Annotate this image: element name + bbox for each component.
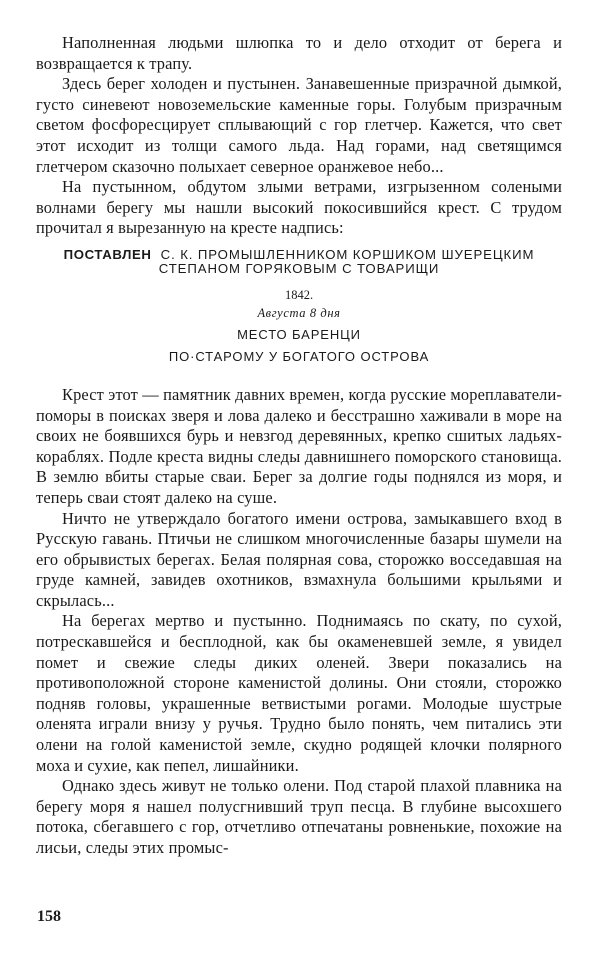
- paragraph-island-birds: Ничто не утверждало богатого имени острова, замыкавшего вход в Русскую гавань. Птичьи не слишком многочисленные базары шумели на его обрывистых берегах. Белая полярная сова, сторожко восседавшая на груде камней, завидев охотников, взмахнула большими крыльями и скрылась...: [36, 508, 562, 610]
- paragraph-reindeer: На берегах мертво и пустынно. Поднимаясь по скату, по сухой, потрескавшейся и бесплодной, как бы окаменевшей земле, я увидел помет и свежие следы диких оленей. Звери показались на противоположной стороне каменистой долины. Они стояли, сторожко подняв головы, украшенные ветвистыми рогами. Молодые шустрые оленята играли внизу у ручья. Трудно было понять, чем питались эти олени на голой каменистой земле, скудно родящей клочки полярного моха и сухие, как пепел, лишайники.: [36, 611, 562, 775]
- book-page: [36, 33, 562, 859]
- inscription-line-2: СТЕПАНОМ ГОРЯКОВЫМ С ТОВАРИЩИ: [158, 261, 440, 277]
- inscription-place-1: МЕСТО БАРЕНЦИ: [237, 326, 361, 342]
- inscription-line-1-rest: С. К. ПРОМЫШЛЕННИКОМ КОРШИКОМ ШУЕРЕЦКИМ: [160, 246, 535, 262]
- inscription-year: 1842.: [284, 287, 314, 302]
- paragraph-shore-glacier: Здесь берег холоден и пустынен. Занавешенные призрачной дымкой, густо синевеют новоземельские каменные горы. Голубым призрачным светом фосфоресцирует сплывающий с гор глетчер. Кажется, что свет этот исходит из толщи самого льда. Над горами, над светящимся глетчером сказочно полыхает северное оранжевое небо...: [36, 74, 562, 176]
- inscription-lead-word: ПОСТАВЛЕН: [63, 246, 152, 262]
- page-number: 158: [37, 908, 61, 925]
- cross-inscription: [36, 248, 562, 365]
- inscription-date: Августа 8 дня: [257, 305, 341, 320]
- paragraph-cross-found: На пустынном, обдутом злыми ветрами, изгрызенном солеными волнами берегу мы нашли высокий покосившийся крест. С трудом прочитал я вырезанную на кресте надпись:: [36, 177, 562, 238]
- paragraph-cross-monument: Крест этот — памятник давних времен, когда русские мореплаватели-поморы в поисках зверя и лова далеко и бесстрашно хаживали в море на своих не боявшихся бурь и невзгод деревянных, крепко сшитых ладьях-кораблях. Подле креста видны следы давнишнего поморского становища. В землю вбиты старые сваи. Берег за долгие годы поднялся из моря, и теперь сваи стоят далеко на суше.: [36, 384, 562, 507]
- inscription-place-2: ПО·СТАРОМУ У БОГАТОГО ОСТРОВА: [168, 348, 430, 364]
- paragraph-arctic-fox: Однако здесь живут не только олени. Под старой плахой плавника на берегу моря я нашел полусгнивший труп песца. В глубине высохшего потока, сбегавшего с гор, отчетливо отпечатаны ровненькие, похожие на лисьи, следы этих промыс-: [36, 776, 562, 857]
- inscription-line-1: [36, 248, 562, 263]
- paragraph-boat: Наполненная людьми шлюпка то и дело отходит от берега и возвращается к трапу.: [36, 33, 562, 73]
